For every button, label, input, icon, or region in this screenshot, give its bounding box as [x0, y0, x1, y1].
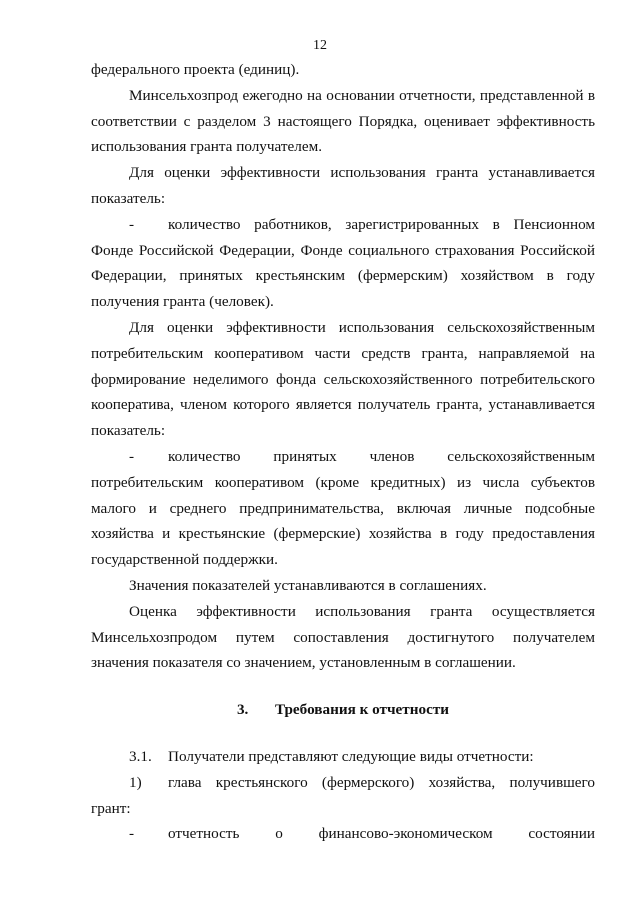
paragraph: Для оценки эффективности использования гранта устанавливается показатель:	[91, 164, 595, 207]
bullet-text: количество принятых членов сельскохозяйственным потребительским кооперативом (кроме кредитных) из числа субъектов малого и среднего предпринимательства, включая личные подсобные хозяйства и крестьянские (фермерские) хозяйства в году предоставления государственной поддержки.	[91, 447, 595, 569]
page-body	[91, 57, 595, 847]
item-number: 1)	[129, 773, 142, 791]
paragraph: Значения показателей устанавливаются в соглашениях.	[129, 576, 487, 594]
paragraph: федерального проекта (единиц).	[91, 61, 300, 78]
page-number: 12	[313, 38, 327, 53]
numbered-item	[91, 744, 595, 770]
item-number: 3.1.	[129, 747, 152, 765]
paragraph: Для оценки эффективности использования сельскохозяйственным потребительским кооперативом части средств гранта, направляемой на формирование неделимого фонда сельскохозяйственного потребительского кооператива, членом которого является получатель гранта, устанавливается показатель:	[91, 318, 595, 440]
bullet-text: количество работников, зарегистрированных в Пенсионном Фонде Российской Федерации, Фонде социального страхования Российской Федерации, принятых крестьянским (фермерским) хозяйством в году получения гранта (человек).	[91, 215, 595, 311]
bullet-item	[91, 821, 595, 847]
paragraph: Оценка эффективности использования гранта осуществляется Минсельхозпродом путем сопоставления достигнутого получателем значения показателя со значением, установленным в соглашении.	[91, 602, 595, 672]
bullet-dash: -	[129, 825, 135, 843]
paragraph: Минсельхозпрод ежегодно на основании отчетности, представленной в соответствии с разделом 3 настоящего Порядка, оценивает эффективность использования гранта получателем.	[91, 86, 595, 156]
item-text: Получатели представляют следующие виды отчетности:	[168, 747, 534, 765]
bullet-dash: -	[129, 215, 135, 233]
bullet-dash: -	[129, 447, 135, 465]
numbered-item	[91, 770, 595, 822]
bullet-item	[91, 212, 595, 315]
item-text: глава крестьянского (фермерского) хозяйства, получившего грант:	[91, 773, 595, 817]
section-number: 3.	[236, 701, 249, 719]
section-title: Требования к отчетности	[274, 701, 450, 719]
bullet-text: отчетность о финансово-экономическом состоянии	[168, 825, 595, 843]
section-heading	[91, 697, 595, 723]
bullet-item	[91, 444, 595, 573]
